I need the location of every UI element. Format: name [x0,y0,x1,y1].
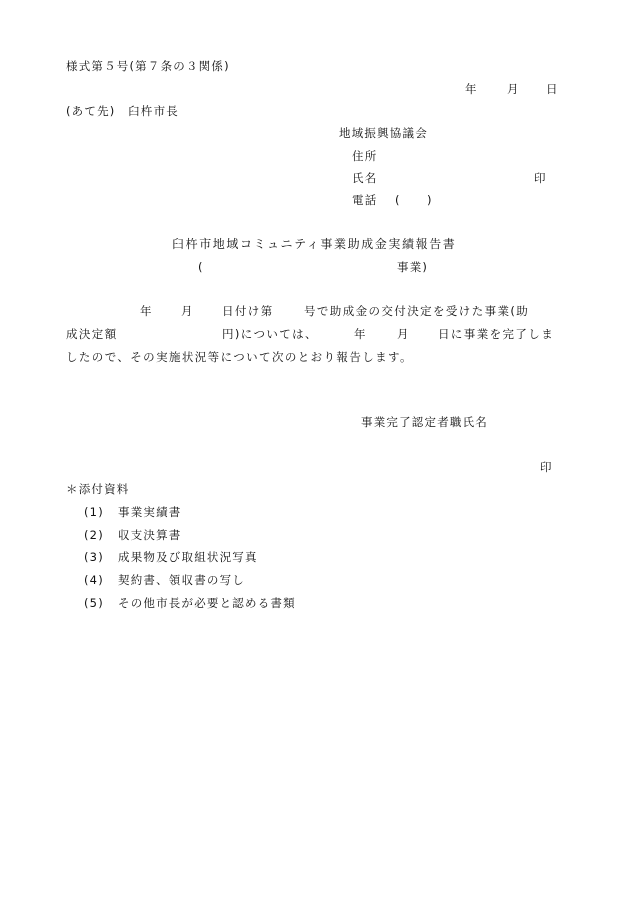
attachment-label: 契約書、領収書の写し [118,573,245,587]
attachment-number: (3) [84,550,104,564]
form-number: 様式第５号(第７条の３関係) [66,59,230,73]
attachment-label: 事業実績書 [118,505,182,519]
attachment-label: 収支決算書 [118,528,182,542]
project-paren-open: ( [198,260,204,274]
body-l1-month: 月 [181,304,194,318]
attachment-number: (5) [84,596,104,610]
date-day-label: 日 [546,82,559,96]
attachment-number: (1) [84,505,104,519]
certifier-seal-mark: 印 [540,460,553,474]
attachment-label: その他市長が必要と認める書類 [118,596,296,610]
applicant-name-label: 氏名 [352,171,378,185]
phone-paren-open: ( [395,193,401,207]
list-item [84,528,182,542]
attachment-number: (4) [84,573,104,587]
applicant-organization: 地域振興協議会 [339,126,428,140]
project-label: 事業) [397,260,429,274]
body-l1-dated: 日付け第 [222,304,274,318]
body-l2-yen: 円)については、 [222,327,318,341]
attachments-title: ＊添付資料 [66,482,130,496]
body-l2-start: 成決定額 [66,327,118,341]
addressee: (あて先) 臼杵市長 [66,104,179,118]
date-month-label: 月 [507,82,520,96]
applicant-address-label: 住所 [352,149,378,163]
body-l1-year: 年 [140,304,153,318]
phone-paren-close: ) [427,193,433,207]
body-l2-year: 年 [354,327,367,341]
body-l1-rest: 号で助成金の交付決定を受けた事業(助 [304,304,530,318]
attachment-label: 成果物及び取組状況写真 [118,550,258,564]
list-item [84,596,296,610]
list-item [84,573,245,587]
applicant-phone-label: 電話 [352,193,378,207]
page-title: 臼杵市地域コミュニティ事業助成金実績報告書 [172,237,457,251]
body-l3: したので、その実施状況等について次のとおり報告します。 [66,350,413,364]
list-item [84,505,182,519]
body-l2-rest: 日に事業を完了しま [438,327,555,341]
certifier-label: 事業完了認定者職氏名 [361,415,488,429]
applicant-seal-mark: 印 [534,171,547,185]
list-item [84,550,258,564]
body-l2-month: 月 [397,327,410,341]
date-year-label: 年 [465,82,478,96]
attachment-number: (2) [84,528,104,542]
